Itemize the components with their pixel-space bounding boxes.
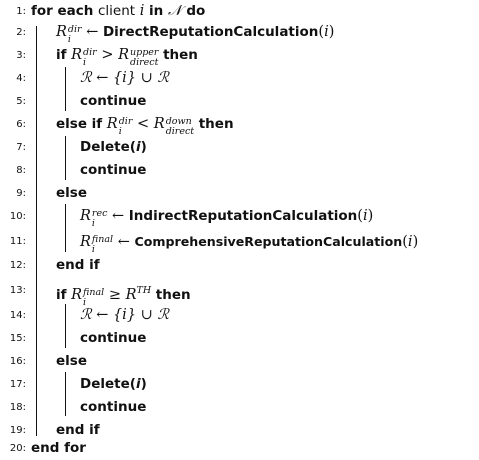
- line-number: 13:: [9, 285, 26, 296]
- line-number: 15:: [9, 333, 26, 344]
- line-code: [31, 437, 86, 460]
- union-expression: {i} ∪ ℛ: [112, 70, 169, 86]
- line-code: else if R dir i < R down direct then: [56, 116, 234, 137]
- line-number: 18:: [9, 402, 26, 413]
- indent-guide-elseif: [65, 136, 66, 180]
- indent-guide-else1: [65, 204, 66, 252]
- line-number: 6:: [16, 119, 26, 130]
- union-expression: {i} ∪ ℛ: [112, 307, 169, 323]
- keyword-else: else: [56, 353, 87, 369]
- line-code: [80, 304, 169, 327]
- line-code: [56, 254, 100, 277]
- line-code: [56, 350, 87, 373]
- keyword-continue: continue: [80, 93, 147, 109]
- var-i: i: [139, 3, 145, 19]
- var-R: R: [56, 24, 67, 40]
- line-code: Delete(i): [80, 376, 147, 392]
- indent-guide-else2: [65, 372, 66, 416]
- script-final-i: final i: [91, 234, 114, 255]
- line-number: 17:: [9, 379, 26, 390]
- arrow: ←: [112, 208, 125, 224]
- script-rec-i: rec i: [91, 208, 108, 229]
- keyword-continue: continue: [80, 399, 147, 415]
- script-down-direct: down direct: [165, 116, 195, 137]
- line-code: [80, 159, 146, 182]
- keyword-end-if: end if: [56, 257, 100, 273]
- keyword-in: in: [148, 3, 164, 19]
- arrow: ←: [96, 307, 109, 323]
- line-code: [80, 67, 169, 90]
- keyword-then: then: [198, 116, 234, 132]
- keyword-end-if: end if: [56, 422, 100, 438]
- set-N: 𝒩: [167, 3, 182, 19]
- script-upper-direct: upper direct: [130, 47, 159, 68]
- func-delete: Delete: [80, 139, 130, 155]
- indent-guide-for: [36, 26, 37, 436]
- line-number: 1:: [16, 6, 26, 17]
- line-number: 11:: [9, 236, 26, 247]
- func-indirect-reputation: IndirectReputationCalculation: [128, 208, 358, 224]
- op-lt: <: [137, 116, 150, 132]
- line-code: if R final i ≥ $R^{TH}$ then: [56, 285, 191, 308]
- script-dir-i: dir i: [118, 116, 133, 137]
- line-code: R final i ← ComprehensiveReputationCalculation(i): [80, 234, 419, 255]
- script-dir-i: dir i: [83, 47, 97, 68]
- keyword-continue: continue: [80, 162, 147, 178]
- indent-guide-if2: [65, 304, 66, 348]
- line-code: if R dir i > R upper direct then: [56, 47, 198, 68]
- arrow: ←: [86, 24, 99, 40]
- func-direct-reputation: DirectReputationCalculation: [102, 24, 319, 40]
- line-code: R rec i ← IndirectReputationCalculation(i): [80, 208, 374, 229]
- keyword-do: do: [186, 3, 206, 19]
- text-client: client: [98, 3, 136, 19]
- func-delete: Delete: [80, 376, 130, 392]
- script-final-i: final i: [83, 287, 105, 308]
- keyword-continue: continue: [80, 330, 147, 346]
- op-geq: ≥: [108, 287, 121, 303]
- line-number: 10:: [9, 211, 26, 222]
- line-number: 5:: [16, 96, 26, 107]
- line-code: [80, 90, 146, 113]
- keyword-end-for: end for: [31, 440, 86, 456]
- line-number: 4:: [16, 73, 26, 84]
- keyword-for-each: for each: [31, 3, 94, 19]
- line-number: 12:: [9, 260, 26, 271]
- line-code: [80, 327, 146, 350]
- keyword-then: then: [155, 287, 191, 303]
- keyword-then: then: [163, 47, 198, 63]
- line-code: Delete(i): [80, 139, 147, 155]
- line-number: 14:: [9, 310, 26, 321]
- line-code: R dir i ← DirectReputationCalculation(i): [56, 24, 335, 45]
- line-number: 2:: [16, 27, 26, 38]
- keyword-else-if: else if: [56, 116, 103, 132]
- set-R: ℛ: [80, 70, 92, 86]
- arrow: ←: [96, 70, 109, 86]
- script-TH: TH: [136, 285, 152, 296]
- script-dir-i: dir i: [67, 24, 82, 45]
- keyword-if: if: [56, 287, 67, 303]
- line-number: 20:: [9, 443, 26, 454]
- set-R: ℛ: [80, 307, 92, 323]
- line-code: [56, 182, 87, 205]
- op-gt: >: [101, 47, 114, 63]
- line-number: 3:: [16, 50, 26, 61]
- line-code: [80, 396, 146, 419]
- keyword-else: else: [56, 185, 87, 201]
- func-comprehensive-reputation: ComprehensiveReputationCalculation: [134, 234, 403, 249]
- line-number: 8:: [16, 165, 26, 176]
- indent-guide-if1: [65, 67, 66, 111]
- line-code: [31, 0, 205, 23]
- line-number: 9:: [16, 188, 26, 199]
- arrow: ←: [117, 234, 130, 250]
- keyword-if: if: [56, 47, 67, 63]
- line-number: 7:: [16, 142, 26, 153]
- line-number: 19:: [9, 425, 26, 436]
- line-number: 16:: [9, 356, 26, 367]
